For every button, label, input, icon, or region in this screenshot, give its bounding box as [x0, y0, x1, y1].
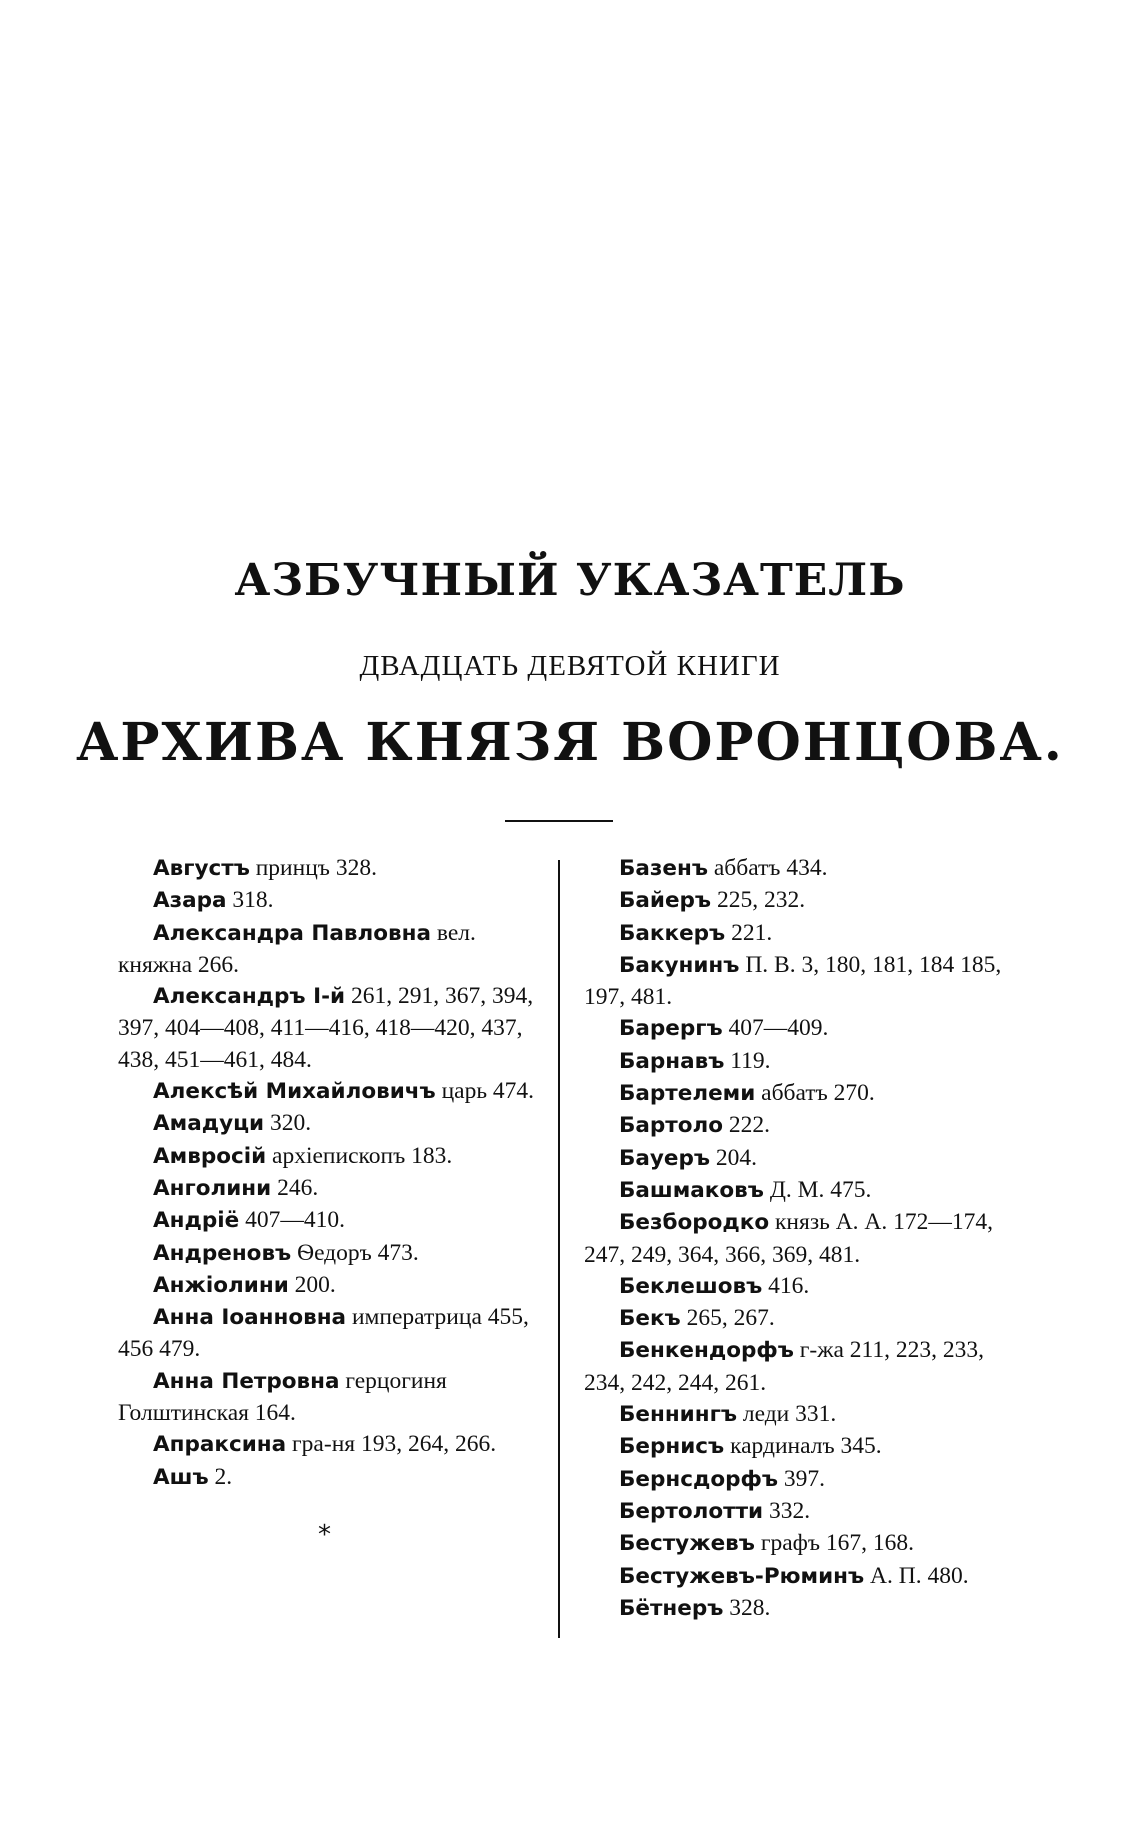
entry-name: Бенкендорфъ: [619, 1338, 794, 1364]
entry-details: аббатъ 270.: [755, 1080, 875, 1107]
entry-name: Андріё: [153, 1208, 240, 1234]
index-entry: [118, 1269, 548, 1301]
entry-name: Ашъ: [153, 1464, 209, 1490]
entry-details: царь 474.: [435, 1078, 535, 1105]
index-entry: [584, 1560, 1014, 1592]
index-entry: [118, 884, 548, 916]
index-entry: [118, 1237, 548, 1269]
entry-details: Д. М. 475.: [763, 1176, 872, 1203]
entry-details: 261, 291, 367, 394, 397, 404—408, 411—416, 418—420, 437, 438, 451—461, 484.: [118, 983, 534, 1073]
entry-name: Андреновъ: [153, 1240, 292, 1266]
entry-details: А. П. 480.: [864, 1562, 969, 1589]
entry-details: г-жа 211, 223, 233, 234, 242, 244, 261.: [584, 1337, 985, 1396]
entry-details: 221.: [725, 919, 773, 946]
index-subtitle: ДВАДЦАТЬ ДЕВЯТОЙ КНИГИ: [359, 650, 781, 682]
entry-name: Бётнеръ: [619, 1595, 724, 1621]
index-entry: [118, 1301, 548, 1365]
entry-details: архіепископъ 183.: [266, 1142, 453, 1169]
index-entry: [584, 1495, 1014, 1527]
entry-name: Бертолотти: [619, 1498, 764, 1524]
index-entry: [584, 1206, 1014, 1270]
entry-details: вел. княжна 266.: [118, 919, 476, 978]
index-entry: [584, 1527, 1014, 1559]
entry-name: Бартоло: [619, 1113, 724, 1139]
index-entry: [584, 1109, 1014, 1141]
entry-name: Азара: [153, 888, 227, 914]
index-entry: [118, 1365, 548, 1429]
entry-details: 318.: [226, 887, 274, 914]
index-entry: [584, 1077, 1014, 1109]
entry-name: Амвросій: [153, 1143, 267, 1169]
entry-name: Анголини: [153, 1175, 272, 1201]
index-entry: [584, 1463, 1014, 1495]
index-entry: [584, 1592, 1014, 1624]
entry-name: Анна Іоанновна: [153, 1305, 347, 1331]
index-entry: [118, 1204, 548, 1236]
entry-name: Бернисъ: [619, 1434, 725, 1460]
index-entry: [584, 1142, 1014, 1174]
entry-details: гра-ня 193, 264, 266.: [286, 1431, 497, 1458]
index-entry: [584, 949, 1014, 1013]
index-entry: [118, 1107, 548, 1139]
index-entry: [584, 1012, 1014, 1044]
index-entry: [584, 1302, 1014, 1334]
index-entry: [118, 1140, 548, 1172]
entry-name: Беклешовъ: [619, 1273, 763, 1299]
entry-name: Бекъ: [619, 1306, 681, 1332]
index-entry: [584, 1174, 1014, 1206]
entry-details: графъ 167, 168.: [754, 1530, 915, 1557]
section-asterisk: *: [318, 1520, 331, 1550]
index-entry: [584, 1045, 1014, 1077]
entry-details: 320.: [264, 1110, 312, 1137]
entry-details: 119.: [724, 1047, 771, 1074]
entry-name: Апраксина: [153, 1432, 287, 1458]
index-entry: [584, 884, 1014, 916]
entry-name: Августъ: [153, 856, 250, 881]
entry-details: Ѳедоръ 473.: [291, 1239, 419, 1266]
entry-name: Амадуци: [153, 1111, 265, 1137]
entry-details: принцъ 328.: [249, 855, 377, 881]
entry-details: леди 331.: [737, 1401, 837, 1428]
entry-name: Башмаковъ: [619, 1177, 764, 1203]
index-entry: [118, 980, 548, 1075]
entry-details: 407—410.: [239, 1207, 345, 1234]
entry-details: 222.: [723, 1112, 771, 1139]
entry-details: 265, 267.: [680, 1305, 775, 1332]
entry-details: П. В. 3, 180, 181, 184 185, 197, 481.: [584, 951, 1002, 1011]
entry-details: князь А. А. 172—174, 247, 249, 364, 366, 369, 481.: [584, 1209, 994, 1268]
entry-name: Баккеръ: [619, 920, 726, 946]
entry-name: Бернсдорфъ: [619, 1466, 778, 1492]
index-entry: [584, 917, 1014, 949]
entry-details: 2.: [208, 1463, 233, 1490]
index-entry: [584, 1334, 1014, 1398]
entry-details: герцогиня Голштинская 164.: [118, 1367, 447, 1427]
entry-name: Алексѣй Михайловичъ: [153, 1079, 436, 1105]
entry-details: 225, 232.: [711, 887, 806, 914]
entry-name: Анна Петровна: [153, 1368, 340, 1394]
entry-name: Беннингъ: [619, 1402, 737, 1428]
entry-name: Александра Павловна: [153, 920, 432, 946]
index-entry: [118, 917, 548, 981]
entry-name: Бестужевъ: [619, 1531, 755, 1557]
entry-name: Барнавъ: [619, 1048, 725, 1074]
entry-details: 332.: [763, 1497, 811, 1524]
entry-details: 397.: [777, 1465, 825, 1492]
index-entry: [118, 1172, 548, 1204]
entry-name: Анжіолини: [153, 1272, 289, 1298]
index-column-left: [118, 852, 548, 1493]
column-divider: [558, 860, 560, 1638]
index-entry: [584, 852, 1014, 884]
entry-details: кардиналъ 345.: [724, 1433, 882, 1460]
archive-title: АРХИВА КНЯЗЯ ВОРОНЦОВА.: [76, 712, 1064, 773]
entry-details: 246.: [271, 1174, 319, 1201]
entry-name: Бакунинъ: [619, 952, 740, 978]
entry-name: Бестужевъ-Рюминъ: [619, 1563, 865, 1589]
entry-details: императрица 455, 456 479.: [118, 1304, 529, 1363]
entry-details: 328.: [723, 1594, 771, 1621]
entry-name: Бартелеми: [619, 1081, 756, 1107]
index-entry: [118, 1461, 548, 1493]
entry-details: аббатъ 434.: [707, 855, 828, 881]
index-entry: [118, 1075, 548, 1107]
index-entry: [118, 1428, 548, 1460]
title-divider: [505, 820, 613, 822]
entry-name: Безбородко: [619, 1210, 770, 1236]
entry-name: Бауеръ: [619, 1145, 711, 1171]
index-title: АЗБУЧНЫЙ УКАЗАТЕЛЬ: [234, 555, 906, 606]
index-entry: [584, 1430, 1014, 1462]
entry-name: Александръ I-й: [153, 984, 346, 1010]
entry-name: Байеръ: [619, 888, 712, 914]
entry-details: 416.: [762, 1272, 810, 1299]
entry-name: Базенъ: [619, 856, 708, 881]
entry-details: 407—409.: [722, 1015, 829, 1042]
entry-name: Барергъ: [619, 1016, 723, 1042]
index-entry: [118, 852, 548, 884]
index-entry: [584, 1398, 1014, 1430]
index-column-right: [584, 852, 1014, 1624]
index-entry: [584, 1270, 1014, 1302]
entry-details: 200.: [288, 1271, 336, 1298]
entry-details: 204.: [710, 1144, 758, 1171]
